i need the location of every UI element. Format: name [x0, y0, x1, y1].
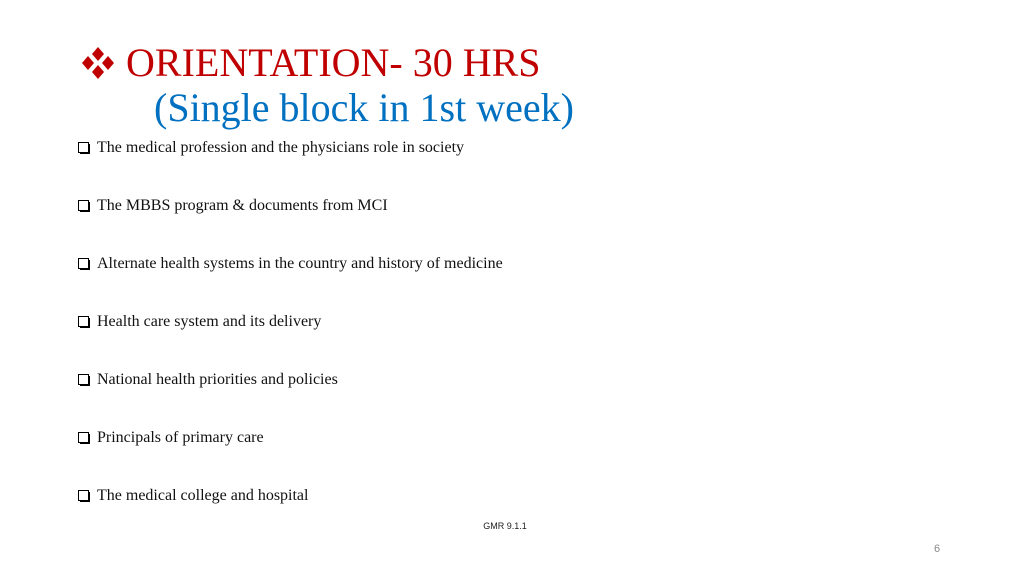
slide-footer: GMR 9.1.1	[483, 521, 527, 531]
list-item	[78, 311, 321, 333]
list-item-text: Alternate health systems in the country and history of medicine	[97, 255, 503, 272]
checkbox-icon	[78, 258, 90, 270]
checkbox-icon	[78, 316, 90, 328]
list-item-text: National health priorities and policies	[97, 371, 338, 388]
list-item-text: Principals of primary care	[97, 429, 264, 446]
checkbox-icon	[78, 490, 90, 502]
list-item	[78, 195, 388, 217]
list-item-text: The medical profession and the physicians role in society	[97, 139, 465, 156]
checkbox-icon	[78, 200, 90, 212]
page-number: 6	[934, 543, 941, 555]
checkbox-icon	[78, 142, 90, 154]
list-item	[78, 427, 264, 449]
title-text: ORIENTATION- 30 HRS	[126, 40, 541, 85]
list-item	[78, 253, 503, 275]
slide-title	[78, 38, 541, 88]
four-diamond-bullet-icon	[78, 46, 118, 80]
list-item	[78, 137, 464, 159]
checkbox-icon	[78, 374, 90, 386]
list-item-text: The MBBS program & documents from MCI	[97, 197, 388, 214]
slide-subtitle: (Single block in 1st week)	[154, 85, 574, 130]
list-item-text: The medical college and hospital	[97, 487, 309, 504]
list-item-text: Health care system and its delivery	[97, 313, 322, 330]
list-item	[78, 485, 308, 507]
list-item	[78, 369, 338, 391]
checkbox-icon	[78, 432, 90, 444]
